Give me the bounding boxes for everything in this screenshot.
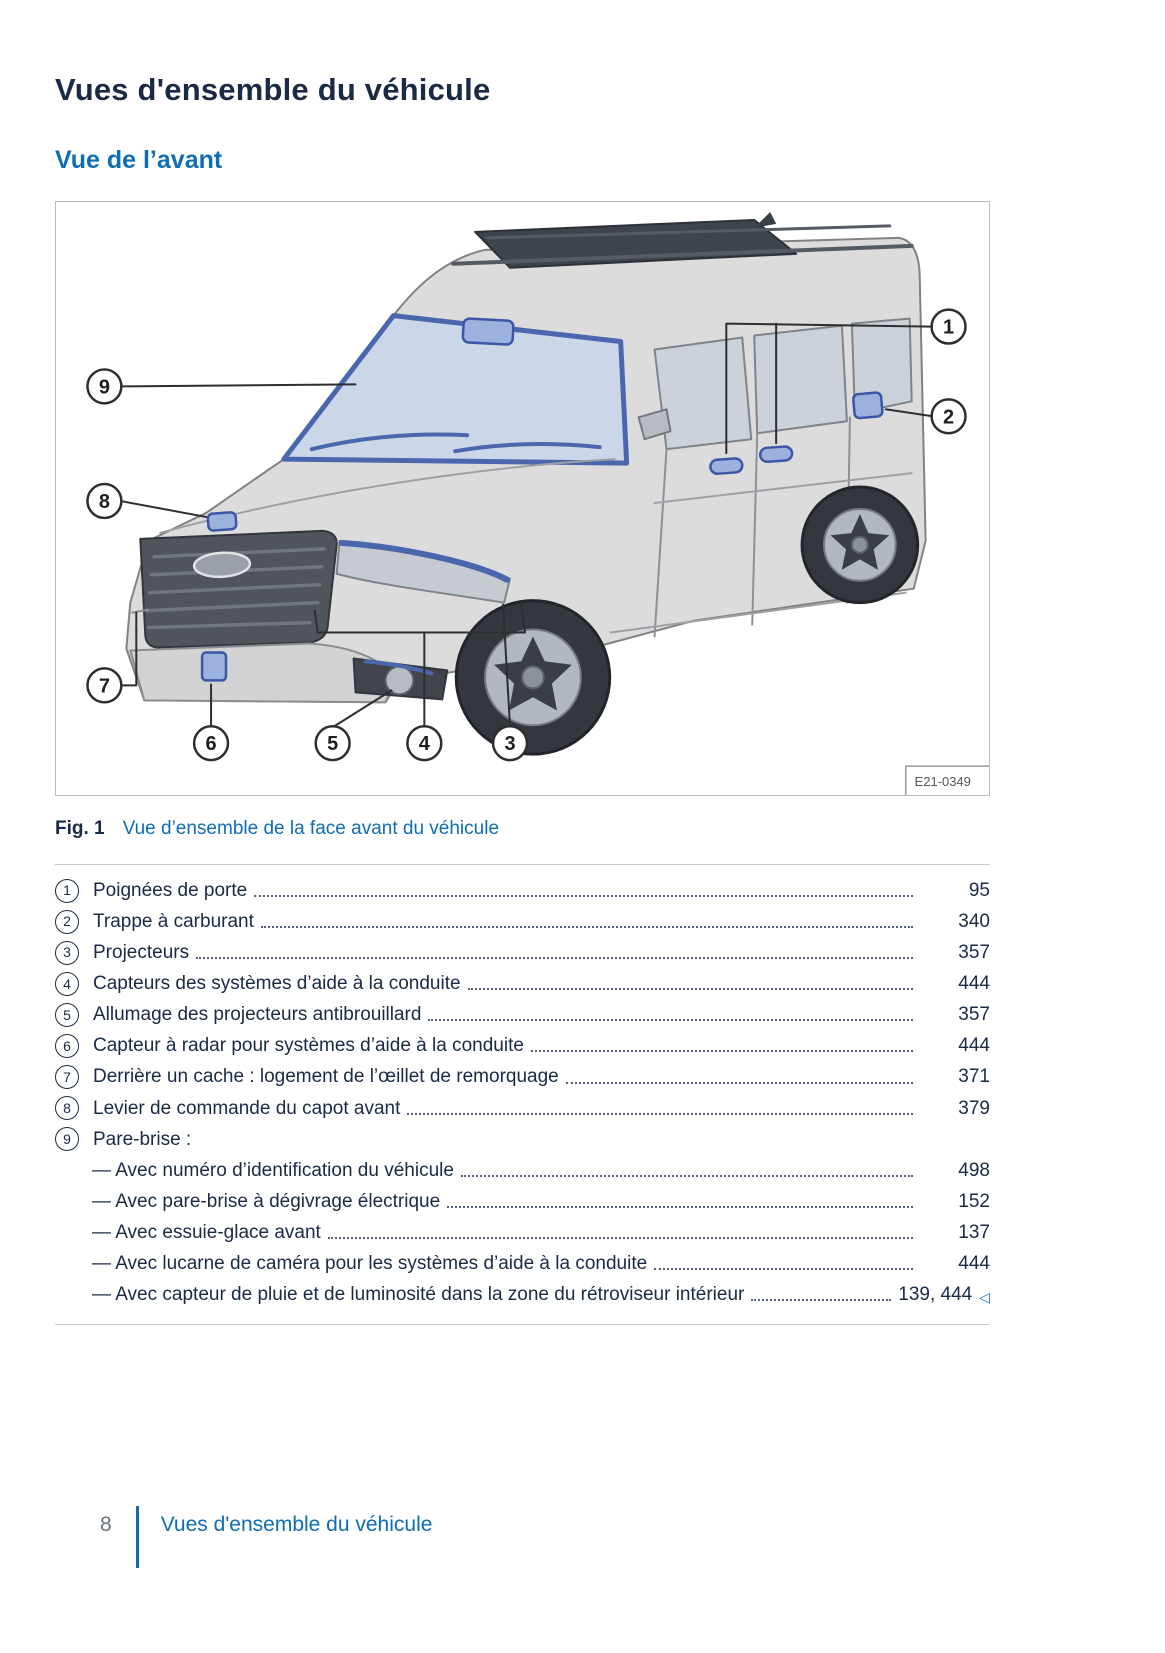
dotted-leader bbox=[566, 1082, 913, 1084]
legend-item-number: 3 bbox=[55, 941, 79, 965]
legend-sub-row bbox=[55, 1217, 990, 1248]
dotted-leader bbox=[428, 1019, 913, 1021]
legend-page-number: 371 bbox=[958, 1066, 990, 1088]
door-handle-front bbox=[710, 458, 743, 474]
callout-3 bbox=[493, 726, 527, 760]
sliding-door-window bbox=[754, 326, 847, 434]
figure-caption-text: Vue d’ensemble de la face avant du véhicule bbox=[122, 818, 500, 839]
legend-page-number: 444 bbox=[958, 1252, 990, 1274]
legend-row bbox=[55, 999, 990, 1030]
legend-page-number: 340 bbox=[958, 911, 990, 933]
legend-item-number: 8 bbox=[55, 1096, 79, 1120]
legend-page-number: 152 bbox=[958, 1190, 990, 1212]
vehicle-figure bbox=[55, 201, 990, 796]
dotted-leader bbox=[328, 1237, 913, 1239]
dotted-leader bbox=[751, 1299, 891, 1301]
legend-page-number: 379 bbox=[958, 1097, 990, 1119]
callout-6 bbox=[194, 726, 228, 760]
legend-page-number: 444 bbox=[958, 973, 990, 995]
footer-page-number: 8 bbox=[100, 1513, 112, 1536]
legend-row bbox=[55, 1093, 990, 1124]
legend-sub-row bbox=[55, 1248, 990, 1279]
legend-list bbox=[55, 864, 990, 1325]
legend-row bbox=[55, 1061, 990, 1092]
hood-release-marker bbox=[208, 512, 237, 531]
legend-item-label: Trappe à carburant bbox=[93, 911, 254, 933]
page-footer bbox=[100, 1506, 432, 1568]
legend-item-label: Capteurs des systèmes d’aide à la conduite bbox=[93, 973, 461, 995]
legend-item-label: Capteur à radar pour systèmes d’aide à la conduite bbox=[93, 1035, 524, 1057]
dotted-leader bbox=[461, 1175, 913, 1177]
legend-item-number: 1 bbox=[55, 879, 79, 903]
svg-text:1: 1 bbox=[943, 316, 955, 339]
legend-item-label: Poignées de porte bbox=[93, 880, 248, 901]
legend-sub-item-label: — Avec pare-brise à dégivrage électrique bbox=[92, 1190, 441, 1212]
dotted-leader bbox=[654, 1268, 913, 1270]
figure-caption bbox=[55, 818, 990, 840]
legend-sub-item-label: — Avec numéro d’identification du véhicule bbox=[92, 1159, 454, 1181]
legend-item-number: 9 bbox=[55, 1127, 79, 1151]
footer-section-title: Vues d'ensemble du véhicule bbox=[160, 1513, 433, 1536]
dotted-leader bbox=[468, 988, 913, 990]
camera-pod bbox=[463, 318, 514, 344]
dotted-leader bbox=[254, 895, 913, 897]
continuation-marker-icon: ◁ bbox=[979, 1289, 990, 1306]
callout-8 bbox=[87, 484, 121, 518]
section-subtitle: Vue de l’avant bbox=[55, 146, 223, 174]
svg-text:4: 4 bbox=[418, 733, 430, 756]
legend-item-label: Allumage des projecteurs antibrouillard bbox=[93, 1004, 422, 1026]
rear-wheel bbox=[802, 487, 918, 603]
manual-page bbox=[55, 0, 990, 1325]
legend-sub-item-label: — Avec capteur de pluie et de luminosité dans la zone du rétroviseur intérieur bbox=[92, 1284, 745, 1306]
legend-row bbox=[55, 906, 990, 937]
legend-item-label: Derrière un cache : logement de l’œillet de remorquage bbox=[93, 1066, 559, 1088]
svg-text:9: 9 bbox=[98, 376, 110, 399]
legend-item-number: 5 bbox=[55, 1003, 79, 1027]
radar-marker bbox=[202, 652, 226, 680]
legend-sub-row bbox=[55, 1186, 990, 1217]
legend-item-number: 2 bbox=[55, 910, 79, 934]
dotted-leader bbox=[407, 1113, 913, 1115]
svg-text:3: 3 bbox=[504, 733, 516, 756]
callout-5 bbox=[316, 726, 350, 760]
antenna-fin bbox=[754, 212, 776, 228]
legend-sub-row bbox=[55, 1279, 990, 1310]
legend-item-label: Projecteurs bbox=[93, 942, 190, 964]
dotted-leader bbox=[531, 1050, 913, 1052]
page-title: Vues d'ensemble du véhicule bbox=[55, 72, 491, 107]
legend-item-number: 4 bbox=[55, 972, 79, 996]
legend-page-number: 139, 444 bbox=[898, 1284, 973, 1306]
legend-item-number: 6 bbox=[55, 1034, 79, 1058]
dotted-leader bbox=[196, 957, 913, 959]
legend-sub-row bbox=[55, 1155, 990, 1186]
legend-row bbox=[55, 1030, 990, 1061]
legend-row bbox=[55, 1124, 990, 1155]
legend-page-number: 357 bbox=[958, 1004, 990, 1026]
figure-caption-label: Fig. 1 bbox=[55, 818, 105, 839]
legend-sub-item-label: — Avec essuie-glace avant bbox=[92, 1221, 321, 1243]
callout-1 bbox=[932, 310, 966, 344]
svg-text:5: 5 bbox=[327, 733, 339, 756]
legend-row bbox=[55, 875, 990, 906]
svg-text:2: 2 bbox=[943, 406, 955, 429]
figure-code: E21-0349 bbox=[914, 774, 971, 790]
callout-9 bbox=[87, 369, 121, 403]
vehicle-front-view-illustration bbox=[56, 202, 989, 795]
windshield bbox=[284, 316, 627, 464]
fog-lamp bbox=[385, 666, 413, 694]
footer-divider bbox=[136, 1506, 139, 1568]
legend-page-number: 137 bbox=[958, 1221, 990, 1243]
callout-7 bbox=[87, 668, 121, 702]
legend-item-label: Pare-brise : bbox=[93, 1128, 192, 1150]
legend-item-label: Levier de commande du capot avant bbox=[93, 1097, 401, 1119]
legend-row bbox=[55, 937, 990, 968]
svg-text:6: 6 bbox=[205, 733, 217, 756]
legend-page-number: 498 bbox=[958, 1159, 990, 1181]
dotted-leader bbox=[447, 1206, 913, 1208]
legend-page-number: 444 bbox=[958, 1035, 990, 1057]
front-wheel bbox=[456, 601, 609, 754]
svg-text:7: 7 bbox=[98, 675, 110, 698]
legend-page-number: 357 bbox=[958, 942, 990, 964]
fuel-flap bbox=[853, 392, 883, 418]
legend-page-number: 95 bbox=[968, 880, 990, 901]
legend-row bbox=[55, 968, 990, 999]
legend-item-number: 7 bbox=[55, 1065, 79, 1089]
door-handle-sliding bbox=[760, 446, 793, 462]
callout-2 bbox=[932, 399, 966, 433]
legend-sub-item-label: — Avec lucarne de caméra pour les systèmes d’aide à la conduite bbox=[92, 1252, 648, 1274]
dotted-leader bbox=[261, 926, 913, 928]
callout-4 bbox=[407, 726, 441, 760]
svg-text:8: 8 bbox=[98, 490, 110, 513]
